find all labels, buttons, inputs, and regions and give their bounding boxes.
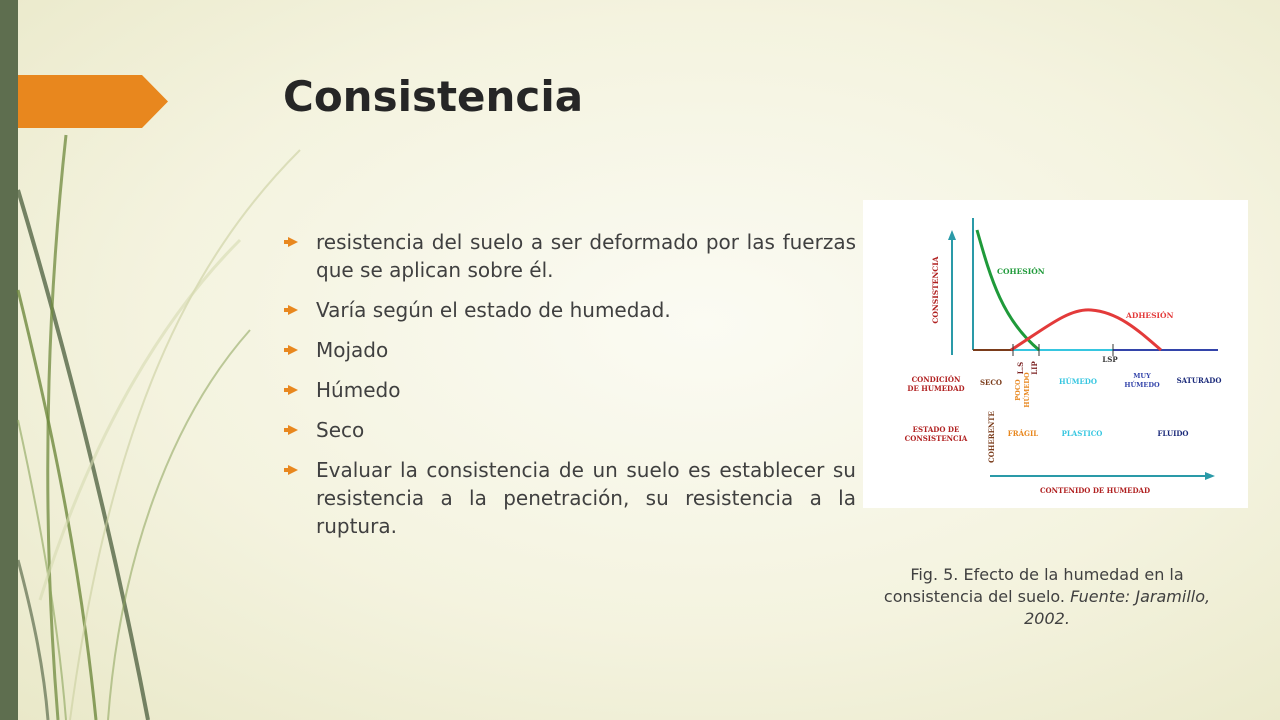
fluido-label: FLUIDO bbox=[1157, 429, 1189, 438]
y-axis-label: CONSISTENCIA bbox=[931, 256, 940, 324]
cohesion-curve bbox=[977, 230, 1039, 350]
consistency-diagram bbox=[863, 200, 1248, 508]
humidity-condition-label: CONDICIÓN bbox=[911, 375, 961, 384]
consistency-state-label: ESTADO DE bbox=[912, 425, 960, 434]
title-accent-tab bbox=[0, 75, 168, 128]
bullet-arrow-icon bbox=[288, 385, 298, 395]
slide-title: Consistencia bbox=[283, 72, 584, 121]
cohesion-label: COHESIÓN bbox=[997, 267, 1045, 276]
caption-source: Fuente: Jaramillo, 2002. bbox=[1024, 587, 1211, 628]
consistency-diagram-figure bbox=[863, 200, 1248, 508]
limit-ls-label: L.S bbox=[1016, 361, 1025, 375]
limit-lip-label: LIP bbox=[1030, 361, 1039, 375]
bullet-arrow-icon bbox=[288, 237, 298, 247]
humedo-label: HÚMEDO bbox=[1059, 377, 1097, 386]
svg-text:HÚMEDO: HÚMEDO bbox=[1023, 372, 1031, 408]
adhesion-label: ADHESIÓN bbox=[1126, 311, 1174, 320]
coherente-label: COHERENTE bbox=[987, 411, 996, 463]
bullet-item: resistencia del suelo a ser deformado por las fuerzas que se aplican sobre él. bbox=[288, 228, 856, 284]
bullet-item: Seco bbox=[288, 416, 856, 444]
bullet-arrow-icon bbox=[288, 345, 298, 355]
bullet-list bbox=[288, 228, 856, 552]
fragil-label: FRÁGIL bbox=[1007, 429, 1039, 438]
figure-caption bbox=[880, 564, 1214, 630]
bullet-item: Húmedo bbox=[288, 376, 856, 404]
saturado-label: SATURADO bbox=[1176, 376, 1222, 385]
limit-lsp-label: LSP bbox=[1102, 355, 1118, 364]
bullet-arrow-icon bbox=[288, 465, 298, 475]
bullet-item: Evaluar la consistencia de un suelo es establecer su resistencia a la penetración, su resistencia a la ruptura. bbox=[288, 456, 856, 540]
svg-text:DE HUMEDAD: DE HUMEDAD bbox=[907, 384, 965, 393]
caption-text: Fig. 5. Efecto de la humedad en la consistencia del suelo. bbox=[883, 565, 1184, 606]
plastico-label: PLASTICO bbox=[1061, 429, 1103, 438]
bullet-item: Mojado bbox=[288, 336, 856, 364]
seco-label: SECO bbox=[979, 378, 1003, 387]
x-axis-label: CONTENIDO DE HUMEDAD bbox=[1039, 486, 1151, 495]
muy-humedo-label: MUY bbox=[1133, 372, 1151, 380]
svg-text:CONSISTENCIA: CONSISTENCIA bbox=[904, 434, 968, 443]
bullet-arrow-icon bbox=[288, 425, 298, 435]
poco-humedo-label: POCO bbox=[1014, 379, 1022, 401]
svg-text:HÚMEDO: HÚMEDO bbox=[1124, 381, 1160, 389]
bullet-arrow-icon bbox=[288, 305, 298, 315]
bullet-item: Varía según el estado de humedad. bbox=[288, 296, 856, 324]
